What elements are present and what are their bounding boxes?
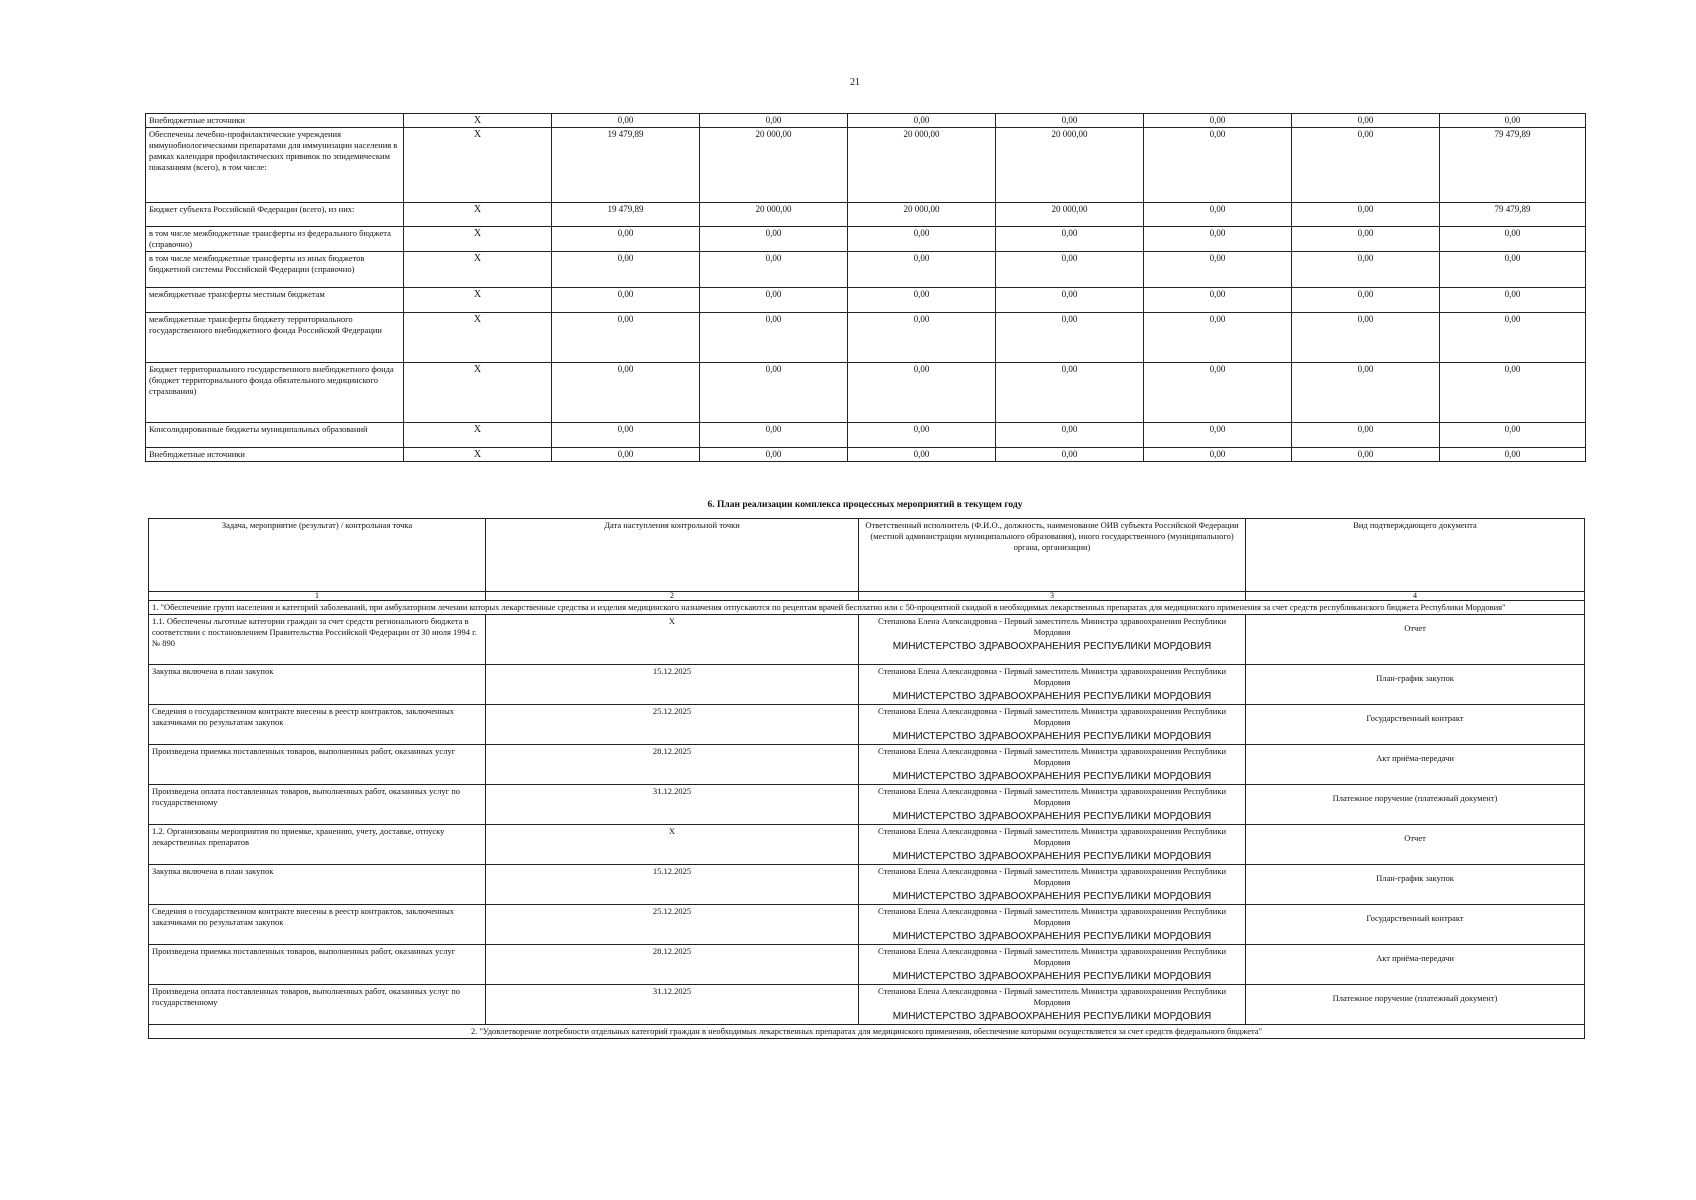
finance-row bbox=[146, 203, 1586, 227]
header-document: Вид подтверждающего документа bbox=[1246, 519, 1585, 592]
finance-value-cell: 0,00 bbox=[1440, 423, 1586, 448]
finance-row-label: Внебюджетные источники bbox=[146, 448, 404, 462]
responsible-person: Степанова Елена Александровна - Первый заместитель Министра здравоохранения Республики Мордовия bbox=[877, 786, 1227, 807]
finance-value-cell: 19 479,89 bbox=[552, 203, 700, 227]
responsible-person: Степанова Елена Александровна - Первый заместитель Министра здравоохранения Республики Мордовия bbox=[877, 866, 1227, 887]
finance-value-cell: 0,00 bbox=[1440, 252, 1586, 288]
finance-value-cell: 0,00 bbox=[552, 288, 700, 313]
finance-value-cell: 0,00 bbox=[1440, 227, 1586, 252]
finance-value-cell: 0,00 bbox=[552, 227, 700, 252]
plan-responsible bbox=[859, 985, 1246, 1025]
plan-row bbox=[149, 825, 1585, 865]
task-1: 1. "Обеспечение групп населения и категорий заболеваний, при амбулаторном лечении которых лекарственные средства и изделия медицинского назначения отпускаются по рецептам врачей бесплатно или с 50-процентной скидкой в необходимых лекарственных препаратах для медицинского применения за счет средств республиканского бюджета Республики Мордовия" bbox=[149, 601, 1585, 615]
finance-value-cell: 0,00 bbox=[552, 363, 700, 423]
finance-row-mark: X bbox=[404, 114, 552, 128]
col-number: 3 bbox=[859, 592, 1246, 601]
finance-value-cell: 0,00 bbox=[1292, 203, 1440, 227]
finance-value-cell: 0,00 bbox=[1144, 128, 1292, 203]
task-2: 2. "Удовлетворение потребности отдельных категорий граждан в необходимых лекарственных препаратах для медицинского применения, обеспечение которыми осуществляется за счет средств федерального бюджета" bbox=[149, 1025, 1585, 1039]
finance-value-cell: 0,00 bbox=[700, 448, 848, 462]
ministry-stamp: МИНИСТЕРСТВО ЗДРАВООХРАНЕНИЯ РЕСПУБЛИКИ МОРДОВИЯ bbox=[892, 731, 1212, 742]
ministry-stamp: МИНИСТЕРСТВО ЗДРАВООХРАНЕНИЯ РЕСПУБЛИКИ МОРДОВИЯ bbox=[892, 971, 1212, 982]
finance-row-mark: X bbox=[404, 363, 552, 423]
ministry-stamp: МИНИСТЕРСТВО ЗДРАВООХРАНЕНИЯ РЕСПУБЛИКИ МОРДОВИЯ bbox=[892, 931, 1212, 942]
finance-value-cell: 0,00 bbox=[996, 252, 1144, 288]
finance-row-label: Бюджет территориального государственного внебюджетного фонда (бюджет территориального фонда обязательного медицинского страхования) bbox=[146, 363, 404, 423]
finance-row bbox=[146, 448, 1586, 462]
finance-value-cell: 0,00 bbox=[1292, 252, 1440, 288]
col-number: 4 bbox=[1246, 592, 1585, 601]
finance-row-mark: X bbox=[404, 448, 552, 462]
plan-task-name: Произведена приемка поставленных товаров, выполненных работ, оказанных услуг bbox=[149, 745, 486, 785]
plan-document-type: Отчет bbox=[1246, 825, 1585, 865]
plan-date: 31.12.2025 bbox=[486, 985, 859, 1025]
finance-value-cell: 0,00 bbox=[1144, 448, 1292, 462]
finance-value-cell: 0,00 bbox=[848, 288, 996, 313]
finance-value-cell: 79 479,89 bbox=[1440, 128, 1586, 203]
plan-responsible bbox=[859, 615, 1246, 665]
plan-date: X bbox=[486, 615, 859, 665]
finance-value-cell: 0,00 bbox=[552, 423, 700, 448]
finance-row-label: межбюджетные трансферты местным бюджетам bbox=[146, 288, 404, 313]
plan-document-type: Государственный контракт bbox=[1246, 705, 1585, 745]
finance-row-label: в том числе межбюджетные трансферты из федерального бюджета (справочно) bbox=[146, 227, 404, 252]
finance-value-cell: 0,00 bbox=[848, 227, 996, 252]
finance-value-cell: 0,00 bbox=[552, 114, 700, 128]
finance-row bbox=[146, 313, 1586, 363]
responsible-person: Степанова Елена Александровна - Первый заместитель Министра здравоохранения Республики Мордовия bbox=[877, 906, 1227, 927]
plan-date: 15.12.2025 bbox=[486, 865, 859, 905]
finance-row bbox=[146, 363, 1586, 423]
finance-value-cell: 0,00 bbox=[700, 288, 848, 313]
plan-header-row bbox=[149, 519, 1585, 592]
finance-value-cell: 0,00 bbox=[1144, 203, 1292, 227]
finance-value-cell: 0,00 bbox=[1440, 363, 1586, 423]
plan-row bbox=[149, 745, 1585, 785]
finance-value-cell: 0,00 bbox=[1144, 363, 1292, 423]
finance-row-label: Обеспечены лечебно-профилактические учреждения иммунобиологическими препаратами для иммунизации населения в рамках календаря профилактических прививок по эпидемическим показаниям (всего), в том числе: bbox=[146, 128, 404, 203]
finance-row-mark: X bbox=[404, 288, 552, 313]
plan-document-type: Государственный контракт bbox=[1246, 905, 1585, 945]
task-2-row bbox=[149, 1025, 1585, 1039]
finance-value-cell: 0,00 bbox=[848, 363, 996, 423]
plan-responsible bbox=[859, 665, 1246, 705]
plan-date: 15.12.2025 bbox=[486, 665, 859, 705]
plan-date: 28.12.2025 bbox=[486, 945, 859, 985]
responsible-person: Степанова Елена Александровна - Первый заместитель Министра здравоохранения Республики Мордовия bbox=[877, 946, 1227, 967]
finance-row bbox=[146, 114, 1586, 128]
responsible-person: Степанова Елена Александровна - Первый заместитель Министра здравоохранения Республики Мордовия bbox=[877, 616, 1227, 637]
finance-value-cell: 0,00 bbox=[1292, 423, 1440, 448]
plan-task-name: Сведения о государственном контракте внесены в реестр контрактов, заключенных заказчиками по результатам закупок bbox=[149, 705, 486, 745]
ministry-stamp: МИНИСТЕРСТВО ЗДРАВООХРАНЕНИЯ РЕСПУБЛИКИ МОРДОВИЯ bbox=[892, 811, 1212, 822]
plan-document-type: План-график закупок bbox=[1246, 665, 1585, 705]
finance-value-cell: 0,00 bbox=[700, 313, 848, 363]
finance-value-cell: 0,00 bbox=[848, 448, 996, 462]
finance-row-label: в том числе межбюджетные трансферты из иных бюджетов бюджетной системы Российской Федерации (справочно) bbox=[146, 252, 404, 288]
finance-value-cell: 0,00 bbox=[996, 313, 1144, 363]
finance-value-cell: 0,00 bbox=[700, 423, 848, 448]
plan-responsible bbox=[859, 865, 1246, 905]
header-date: Дата наступления контрольной точки bbox=[486, 519, 859, 592]
finance-value-cell: 0,00 bbox=[700, 114, 848, 128]
plan-row bbox=[149, 945, 1585, 985]
plan-task-name: 1.1. Обеспечены льготные категории граждан за счет средств регионального бюджета в соответствии с постановлением Правительства Российской Федерации от 30 июля 1994 г. № 890 bbox=[149, 615, 486, 665]
finance-row-label: Консолидированные бюджеты муниципальных образований bbox=[146, 423, 404, 448]
plan-responsible bbox=[859, 785, 1246, 825]
plan-row bbox=[149, 705, 1585, 745]
finance-value-cell: 20 000,00 bbox=[996, 203, 1144, 227]
plan-date: X bbox=[486, 825, 859, 865]
finance-value-cell: 0,00 bbox=[848, 252, 996, 288]
finance-value-cell: 0,00 bbox=[1144, 252, 1292, 288]
finance-value-cell: 0,00 bbox=[700, 363, 848, 423]
plan-date: 25.12.2025 bbox=[486, 705, 859, 745]
finance-value-cell: 0,00 bbox=[1292, 363, 1440, 423]
ministry-stamp: МИНИСТЕРСТВО ЗДРАВООХРАНЕНИЯ РЕСПУБЛИКИ МОРДОВИЯ bbox=[892, 691, 1212, 702]
plan-responsible bbox=[859, 945, 1246, 985]
finance-value-cell: 0,00 bbox=[1440, 114, 1586, 128]
finance-row bbox=[146, 423, 1586, 448]
finance-row-label: Бюджет субъекта Российской Федерации (всего), из них: bbox=[146, 203, 404, 227]
finance-row-label: межбюджетные трансферты бюджету территориального государственного внебюджетного фонда Российской Федерации bbox=[146, 313, 404, 363]
finance-value-cell: 0,00 bbox=[996, 288, 1144, 313]
finance-value-cell: 0,00 bbox=[552, 448, 700, 462]
finance-value-cell: 0,00 bbox=[1440, 313, 1586, 363]
finance-table bbox=[145, 113, 1586, 462]
finance-value-cell: 0,00 bbox=[1144, 288, 1292, 313]
finance-value-cell: 0,00 bbox=[848, 114, 996, 128]
plan-task-name: Произведена оплата поставленных товаров, выполненных работ, оказанных услуг по государственному bbox=[149, 985, 486, 1025]
col-number: 2 bbox=[486, 592, 859, 601]
finance-row-mark: X bbox=[404, 252, 552, 288]
finance-value-cell: 0,00 bbox=[700, 227, 848, 252]
finance-value-cell: 0,00 bbox=[1292, 114, 1440, 128]
plan-responsible bbox=[859, 905, 1246, 945]
plan-document-type: План-график закупок bbox=[1246, 865, 1585, 905]
plan-responsible bbox=[859, 705, 1246, 745]
plan-task-name: Произведена приемка поставленных товаров, выполненных работ, оказанных услуг bbox=[149, 945, 486, 985]
plan-table bbox=[148, 518, 1585, 1039]
finance-value-cell: 0,00 bbox=[996, 363, 1144, 423]
finance-row-mark: X bbox=[404, 203, 552, 227]
finance-value-cell: 0,00 bbox=[1292, 448, 1440, 462]
plan-row bbox=[149, 665, 1585, 705]
ministry-stamp: МИНИСТЕРСТВО ЗДРАВООХРАНЕНИЯ РЕСПУБЛИКИ МОРДОВИЯ bbox=[892, 851, 1212, 862]
finance-value-cell: 0,00 bbox=[1292, 313, 1440, 363]
ministry-stamp: МИНИСТЕРСТВО ЗДРАВООХРАНЕНИЯ РЕСПУБЛИКИ МОРДОВИЯ bbox=[892, 641, 1212, 652]
finance-value-cell: 0,00 bbox=[1144, 313, 1292, 363]
responsible-person: Степанова Елена Александровна - Первый заместитель Министра здравоохранения Республики Мордовия bbox=[877, 986, 1227, 1007]
finance-value-cell: 0,00 bbox=[1144, 114, 1292, 128]
finance-value-cell: 0,00 bbox=[1292, 227, 1440, 252]
finance-value-cell: 20 000,00 bbox=[848, 128, 996, 203]
finance-value-cell: 0,00 bbox=[552, 252, 700, 288]
plan-date: 25.12.2025 bbox=[486, 905, 859, 945]
responsible-person: Степанова Елена Александровна - Первый заместитель Министра здравоохранения Республики Мордовия bbox=[877, 826, 1227, 847]
ministry-stamp: МИНИСТЕРСТВО ЗДРАВООХРАНЕНИЯ РЕСПУБЛИКИ МОРДОВИЯ bbox=[892, 1011, 1212, 1022]
finance-row-mark: X bbox=[404, 313, 552, 363]
finance-value-cell: 0,00 bbox=[996, 448, 1144, 462]
finance-value-cell: 0,00 bbox=[1440, 448, 1586, 462]
finance-value-cell: 0,00 bbox=[1292, 288, 1440, 313]
plan-row bbox=[149, 985, 1585, 1025]
plan-row bbox=[149, 615, 1585, 665]
finance-row-label: Внебюджетные источники bbox=[146, 114, 404, 128]
plan-task-name: 1.2. Организованы мероприятия по приемке, хранению, учету, доставке, отпуску лекарственных препаратов bbox=[149, 825, 486, 865]
finance-row bbox=[146, 128, 1586, 203]
responsible-person: Степанова Елена Александровна - Первый заместитель Министра здравоохранения Республики Мордовия bbox=[877, 746, 1227, 767]
finance-value-cell: 20 000,00 bbox=[848, 203, 996, 227]
finance-value-cell: 0,00 bbox=[848, 313, 996, 363]
plan-document-type: Платежное поручение (платежный документ) bbox=[1246, 785, 1585, 825]
plan-document-type: Акт приёма-передачи bbox=[1246, 745, 1585, 785]
finance-value-cell: 0,00 bbox=[996, 114, 1144, 128]
plan-colnum-row bbox=[149, 592, 1585, 601]
col-number: 1 bbox=[149, 592, 486, 601]
plan-task-name: Закупка включена в план закупок bbox=[149, 665, 486, 705]
finance-value-cell: 0,00 bbox=[1440, 288, 1586, 313]
plan-task-name: Сведения о государственном контракте внесены в реестр контрактов, заключенных заказчиками по результатам закупок bbox=[149, 905, 486, 945]
header-task: Задача, мероприятие (результат) / контрольная точка bbox=[149, 519, 486, 592]
finance-value-cell: 20 000,00 bbox=[700, 128, 848, 203]
ministry-stamp: МИНИСТЕРСТВО ЗДРАВООХРАНЕНИЯ РЕСПУБЛИКИ МОРДОВИЯ bbox=[892, 891, 1212, 902]
plan-document-type: Платежное поручение (платежный документ) bbox=[1246, 985, 1585, 1025]
finance-value-cell: 79 479,89 bbox=[1440, 203, 1586, 227]
finance-value-cell: 20 000,00 bbox=[700, 203, 848, 227]
responsible-person: Степанова Елена Александровна - Первый заместитель Министра здравоохранения Республики Мордовия bbox=[877, 666, 1227, 687]
finance-value-cell: 0,00 bbox=[1144, 227, 1292, 252]
plan-responsible bbox=[859, 825, 1246, 865]
plan-row bbox=[149, 785, 1585, 825]
task-1-row bbox=[149, 601, 1585, 615]
finance-value-cell: 0,00 bbox=[996, 227, 1144, 252]
finance-value-cell: 19 479,89 bbox=[552, 128, 700, 203]
responsible-person: Степанова Елена Александровна - Первый заместитель Министра здравоохранения Республики Мордовия bbox=[877, 706, 1227, 727]
finance-row-mark: X bbox=[404, 423, 552, 448]
finance-value-cell: 0,00 bbox=[552, 313, 700, 363]
finance-row bbox=[146, 288, 1586, 313]
finance-value-cell: 0,00 bbox=[1292, 128, 1440, 203]
finance-value-cell: 20 000,00 bbox=[996, 128, 1144, 203]
plan-document-type: Отчет bbox=[1246, 615, 1585, 665]
finance-row bbox=[146, 227, 1586, 252]
plan-responsible bbox=[859, 745, 1246, 785]
finance-row bbox=[146, 252, 1586, 288]
finance-value-cell: 0,00 bbox=[700, 252, 848, 288]
finance-row-mark: X bbox=[404, 128, 552, 203]
page-number: 21 bbox=[850, 77, 860, 88]
plan-section-title: 6. План реализации комплекса процессных мероприятий в текущем году bbox=[707, 500, 1023, 510]
plan-date: 28.12.2025 bbox=[486, 745, 859, 785]
plan-row bbox=[149, 865, 1585, 905]
plan-row bbox=[149, 905, 1585, 945]
finance-value-cell: 0,00 bbox=[848, 423, 996, 448]
finance-row-mark: X bbox=[404, 227, 552, 252]
finance-value-cell: 0,00 bbox=[1144, 423, 1292, 448]
plan-task-name: Произведена оплата поставленных товаров, выполненных работ, оказанных услуг по государственному bbox=[149, 785, 486, 825]
header-responsible: Ответственный исполнитель (Ф.И.О., должность, наименование ОИВ субъекта Российской Федерации (местной администрации муниципального образования), иного государственного (муниципального) органа, организации) bbox=[859, 519, 1246, 592]
ministry-stamp: МИНИСТЕРСТВО ЗДРАВООХРАНЕНИЯ РЕСПУБЛИКИ МОРДОВИЯ bbox=[892, 771, 1212, 782]
plan-document-type: Акт приёма-передачи bbox=[1246, 945, 1585, 985]
plan-task-name: Закупка включена в план закупок bbox=[149, 865, 486, 905]
plan-date: 31.12.2025 bbox=[486, 785, 859, 825]
finance-value-cell: 0,00 bbox=[996, 423, 1144, 448]
